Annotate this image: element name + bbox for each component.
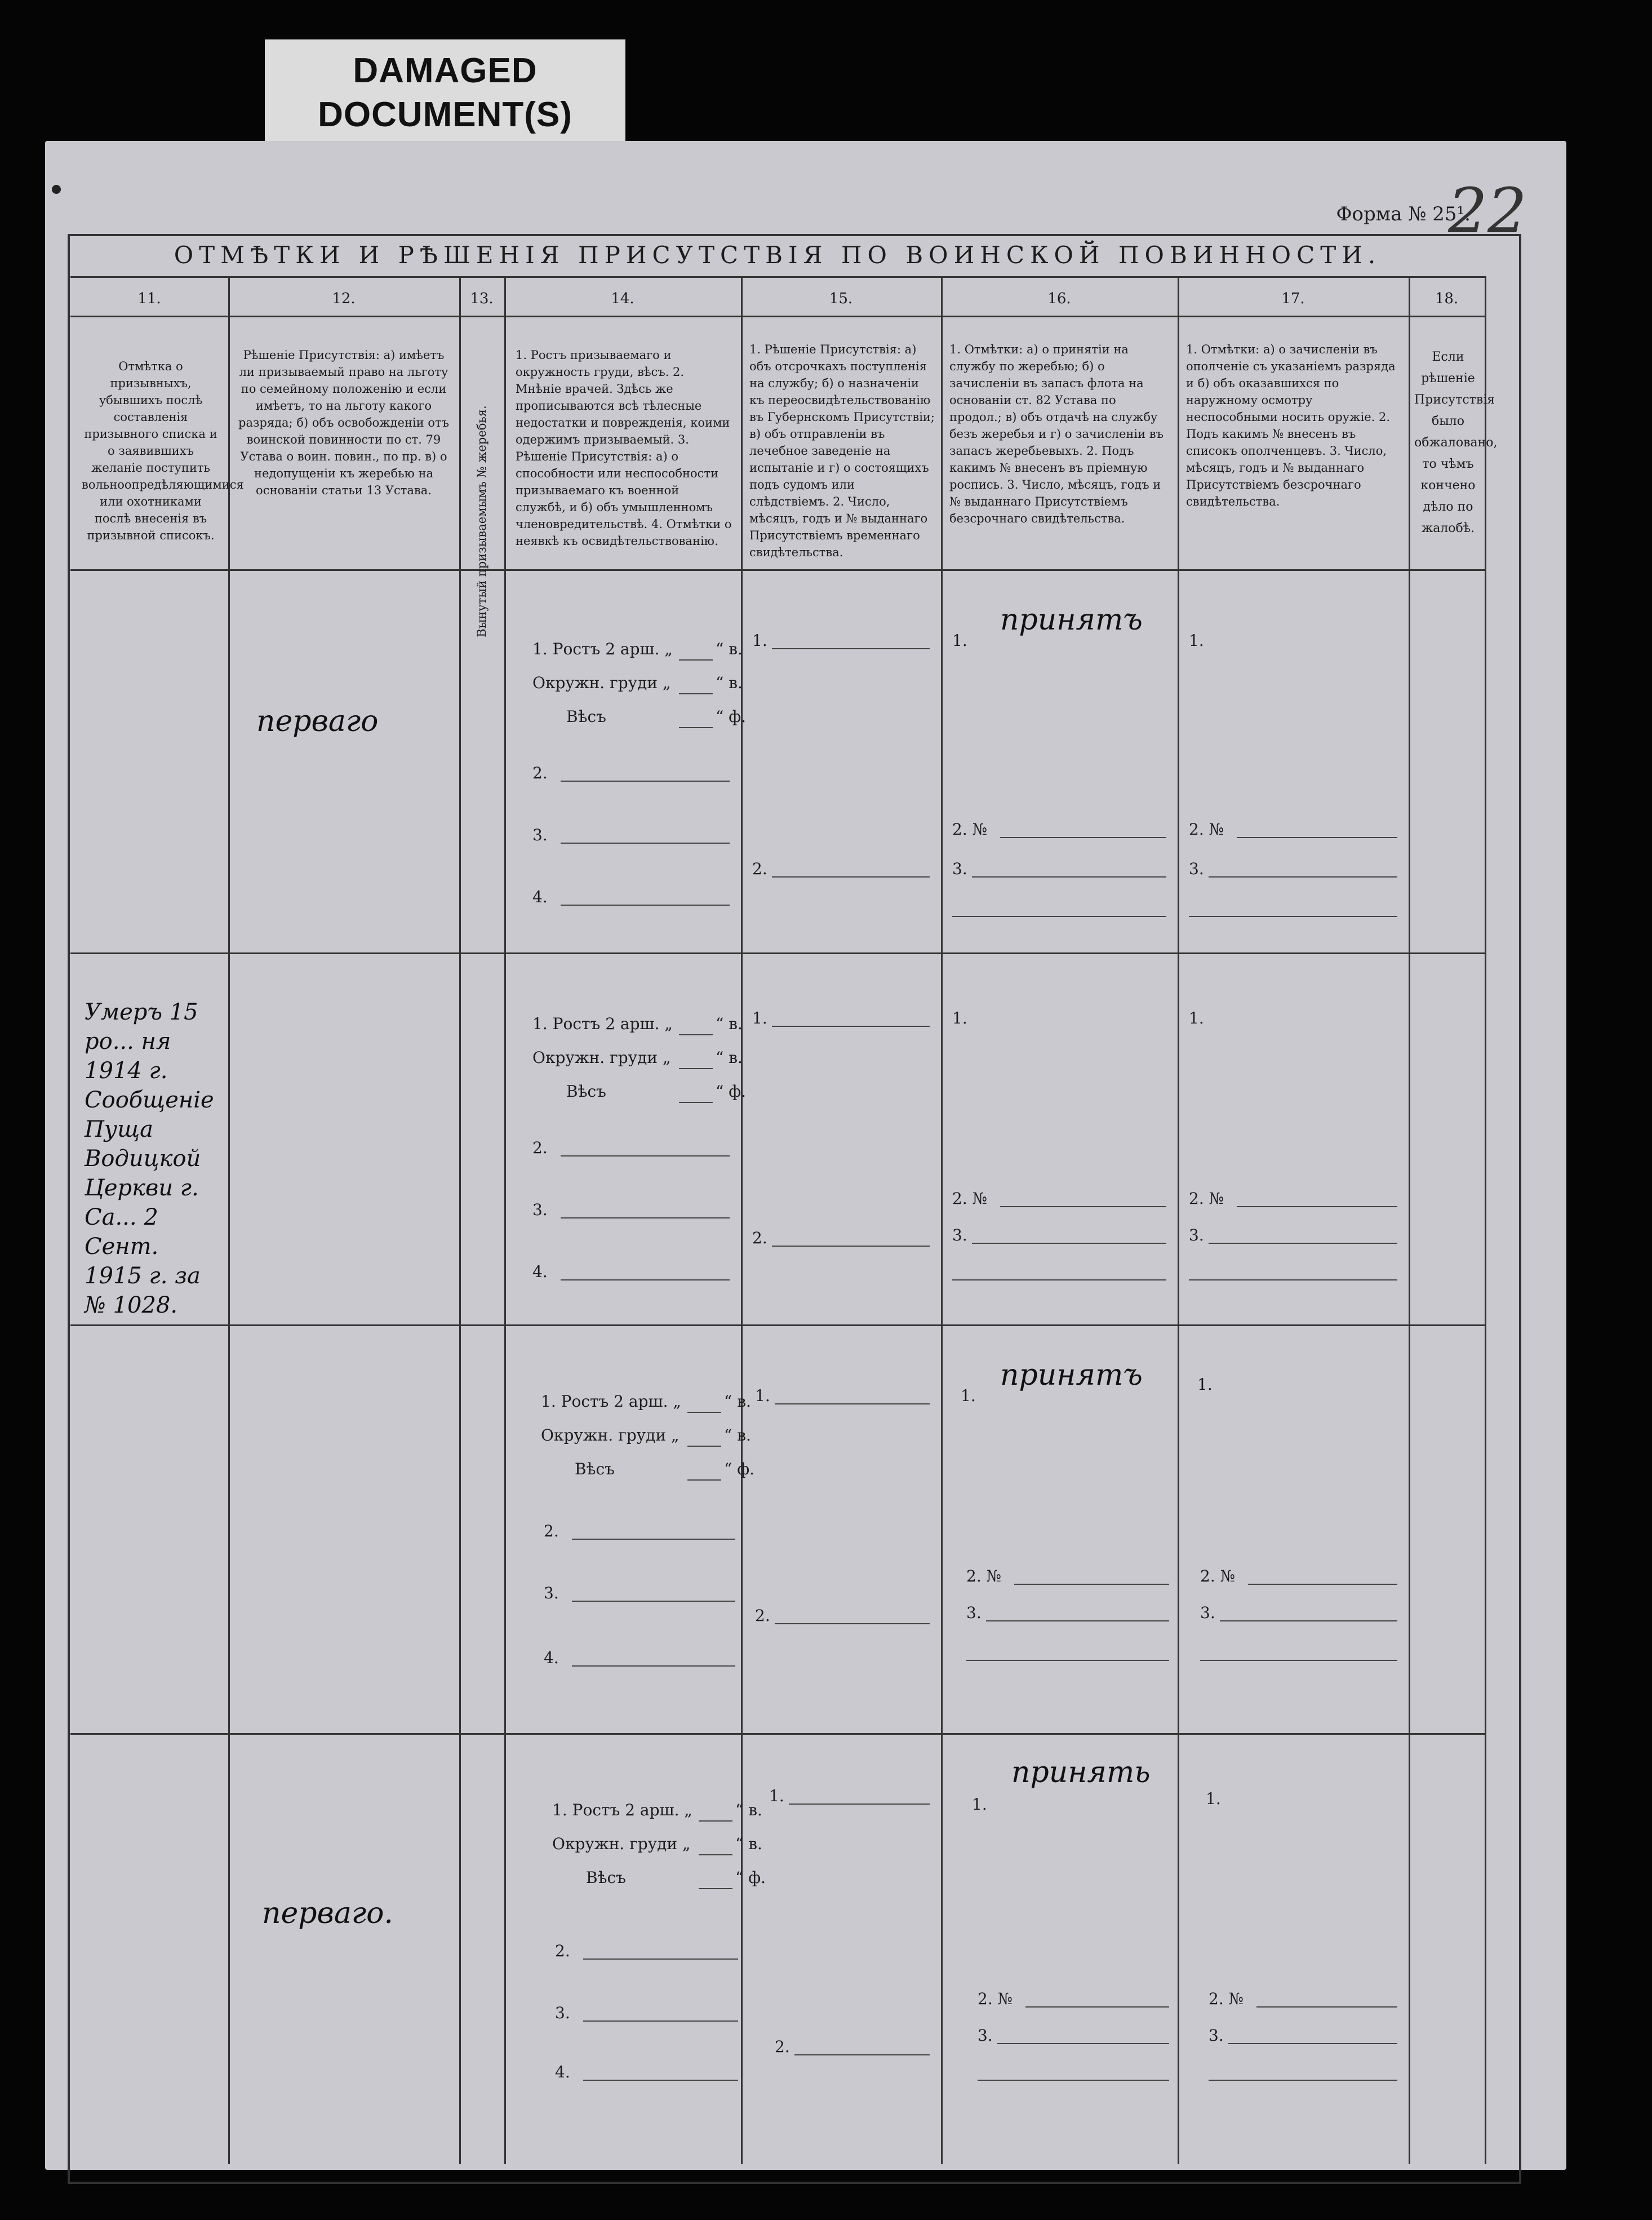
col-number-17: 17.: [1281, 290, 1305, 307]
c17-item-2: 2. №: [1189, 1189, 1224, 1208]
item-2-blank: [583, 1958, 738, 1960]
col-header-13: Вынутый призываемымъ № жеребья.: [475, 405, 489, 637]
c16-item-2: 2. №: [952, 820, 988, 839]
item-3-blank: [583, 2020, 738, 2022]
col-header-12: Рѣшеніе Присутствія: а) имѣетъ ли призываемый право на льготу по семейному положенію и если имѣетъ, то на льготу какого разряда; б) объ освобожденіи отъ воинской повинности по ст. 79 Устава о воин. повин., по пр. в) о недопущеніи къ жеребью на основаніи статьи 13 Устава.: [238, 348, 449, 497]
damaged-document-stamp: [265, 39, 625, 147]
register-row: [70, 1733, 1485, 2128]
c16-item-2: 2. №: [978, 1989, 1013, 2008]
height-blank: [699, 1820, 732, 1822]
c16-blank-4: [952, 916, 1166, 917]
item-3-blank: [561, 843, 730, 844]
c16-item-2: 2. №: [952, 1189, 988, 1208]
chest-label: Окружн. груди „: [552, 1835, 691, 1853]
weight-blank: [687, 1479, 721, 1481]
item-2-blank: [572, 1539, 735, 1540]
c16-item-1: 1.: [961, 1386, 976, 1405]
c17-item-3: 3.: [1189, 859, 1204, 878]
weight-unit: “ ф.: [716, 707, 747, 726]
stamp-line-1: DAMAGED: [353, 51, 538, 90]
height-unit: “ в.: [735, 1801, 762, 1819]
col-number-15: 15.: [829, 290, 853, 307]
table-title: ОТМѢТКИ И РѢШЕНІЯ ПРИСУТСТВІЯ ПО ВОИНСКОЙ ПОВИННОСТИ.: [70, 234, 1485, 278]
item-4-label: 4.: [532, 888, 548, 906]
chest-label: Окружн. груди „: [532, 1048, 671, 1067]
item-3-blank: [561, 1217, 730, 1218]
row-entry-col16: принятъ: [1000, 1358, 1143, 1392]
chest-label: Окружн. груди „: [541, 1426, 680, 1444]
item-3-blank: [572, 1601, 735, 1602]
c16-item-3: 3.: [952, 1226, 967, 1244]
chest-unit: “ в.: [735, 1835, 762, 1853]
c16-item-1: 1.: [972, 1795, 987, 1814]
item-3-label: 3.: [532, 1200, 548, 1219]
item-2-blank: [561, 781, 730, 782]
item-4-blank: [561, 905, 730, 906]
stamp-line-2: DOCUMENT(S): [318, 95, 572, 134]
c17-item-2: 2. №: [1209, 1989, 1244, 2008]
c17-blank-3: [1228, 2043, 1397, 2044]
c17-blank-3: [1220, 1620, 1397, 1621]
item-2-label: 2.: [532, 1138, 548, 1157]
c17-blank-4: [1189, 1279, 1397, 1280]
item-2-label: 2.: [532, 764, 548, 782]
chest-blank: [687, 1446, 721, 1447]
c16-item-3: 3.: [978, 2026, 993, 2045]
c17-item-2: 2. №: [1200, 1567, 1236, 1585]
col-header-17: 1. Отмѣтки: а) о зачисленіи въ ополченіе съ указаніемъ разряда и б) объ оказавшихся по наружному осмотру неспособными носить оружіе. 2. Подъ какимъ № внесенъ въ списокъ ополченцевъ. 3. Число, мѣсяцъ, годъ и № выданнаго Присутствіемъ безсрочнаго свидѣтельства.: [1186, 343, 1396, 508]
row-entry-col16: принятъ: [1000, 603, 1143, 637]
c16-blank-3: [986, 1620, 1169, 1621]
row-divider: [70, 316, 1485, 317]
item-4-blank: [561, 1279, 730, 1280]
item-2-blank: [561, 1155, 730, 1156]
col-number-11: 11.: [137, 290, 161, 307]
height-label: 1. Ростъ 2 арш. „: [552, 1801, 692, 1819]
c17-blank-4: [1189, 916, 1397, 917]
c16-blank-2: [1025, 2006, 1169, 2008]
c17-item-2: 2. №: [1189, 820, 1224, 839]
item-4-blank: [583, 2080, 738, 2081]
item-3-label: 3.: [532, 826, 548, 844]
c15-item-1: 1.: [752, 631, 767, 650]
c16-item-3: 3.: [952, 859, 967, 878]
register-row: [70, 1324, 1485, 1733]
c16-blank-2: [1000, 837, 1166, 838]
col-number-16: 16.: [1047, 290, 1071, 307]
page-number: 22: [1448, 175, 1527, 247]
c15-blank-2: [794, 2054, 930, 2055]
c17-item-1: 1.: [1189, 1009, 1204, 1027]
item-4-label: 4.: [544, 1649, 559, 1667]
c15-blank-1: [789, 1804, 930, 1805]
height-blank: [687, 1412, 721, 1413]
item-2-label: 2.: [555, 1942, 570, 1960]
height-blank: [679, 659, 713, 661]
row-entry-col16: принять: [1011, 1756, 1151, 1789]
weight-blank: [699, 1888, 732, 1889]
c16-blank-2: [1000, 1206, 1166, 1207]
weight-blank: [679, 727, 713, 728]
c15-item-2: 2.: [775, 2037, 790, 2056]
height-label: 1. Ростъ 2 арш. „: [541, 1392, 681, 1411]
c16-blank-4: [978, 2080, 1169, 2081]
c17-item-3: 3.: [1189, 1226, 1204, 1244]
c16-blank-4: [966, 1660, 1169, 1661]
c15-blank-1: [772, 1026, 930, 1027]
col-header-14: 1. Ростъ призываемаго и окружность груди, вѣсъ. 2. Мнѣніе врачей. Здѣсь же прописываются всѣ тѣлесные недостатки и поврежденія, коими одержимъ призываемый. 3. Рѣшеніе Присутствія: а) о способности или неспособности призываемаго къ военной службѣ, и б) объ умышленномъ членовредительствѣ. 4. Отмѣтки о неявкѣ къ освидѣтельствованію.: [516, 348, 732, 548]
item-4-label: 4.: [555, 2063, 570, 2081]
row-entry-col12: перваго: [256, 704, 379, 738]
c15-blank-2: [772, 1246, 930, 1247]
c16-item-1: 1.: [952, 1009, 967, 1027]
c17-blank-4: [1209, 2080, 1397, 2081]
weight-label: Вѣсъ: [586, 1868, 626, 1887]
form-sheet: [45, 141, 1566, 2170]
col-header-11: Отмѣтка о призывныхъ, убывшихъ послѣ составленія призывного списка и о заявившихъ желаніе поступить вольноопредѣляющимися или охотниками послѣ внесенія въ призывной списокъ.: [82, 360, 244, 542]
weight-label: Вѣсъ: [566, 1082, 606, 1101]
weight-unit: “ ф.: [716, 1082, 747, 1101]
chest-label: Окружн. груди „: [532, 673, 671, 692]
c17-blank-4: [1200, 1660, 1397, 1661]
register-table: [70, 234, 1518, 2173]
col-header-15: 1. Рѣшеніе Присутствія: а) объ отсрочкахъ поступленія на службу; б) о назначеніи къ переосвидѣтельствованію въ Губернскомъ Присутствіи; в) объ отправленіи въ лечебное заведеніе на испытаніе и г) о состоящихъ подъ судомъ или слѣдствіемъ. 2. Число, мѣсяцъ, годъ и № выданнаго Присутствіемъ временнаго свидѣтельства.: [749, 343, 935, 559]
chest-unit: “ в.: [716, 673, 743, 692]
weight-label: Вѣсъ: [566, 707, 606, 726]
register-row: [70, 569, 1485, 952]
c15-item-1: 1.: [752, 1009, 767, 1027]
height-blank: [679, 1034, 713, 1035]
chest-blank: [679, 1068, 713, 1069]
item-2-label: 2.: [544, 1522, 559, 1540]
c17-blank-2: [1248, 1584, 1397, 1585]
register-row: [70, 952, 1485, 1324]
c17-blank-3: [1209, 1243, 1397, 1244]
item-3-label: 3.: [544, 1584, 559, 1602]
col-number-13: 13.: [470, 290, 494, 307]
c16-blank-3: [972, 1243, 1166, 1244]
c15-item-2: 2.: [755, 1606, 770, 1625]
c17-item-3: 3.: [1200, 1603, 1215, 1622]
c15-item-2: 2.: [752, 859, 767, 878]
weight-label: Вѣсъ: [575, 1460, 615, 1478]
form-number: Форма № 25¹.: [1336, 203, 1471, 225]
col-divider: [1485, 276, 1486, 2164]
c17-item-3: 3.: [1209, 2026, 1224, 2045]
col-header-18: Если рѣшеніе Присутствія было обжаловано, то чѣмъ кончено дѣло по жалобѣ.: [1414, 350, 1498, 535]
c15-item-2: 2.: [752, 1229, 767, 1247]
c17-blank-2: [1256, 2006, 1397, 2008]
item-4-blank: [572, 1665, 735, 1667]
chest-blank: [679, 693, 713, 694]
c16-blank-3: [972, 876, 1166, 878]
c16-blank-3: [997, 2043, 1169, 2044]
c16-item-1: 1.: [952, 631, 967, 650]
weight-blank: [679, 1102, 713, 1103]
col-number-18: 18.: [1435, 290, 1459, 307]
weight-unit: “ ф.: [724, 1460, 755, 1478]
col-number-12: 12.: [332, 290, 356, 307]
c17-blank-2: [1237, 837, 1397, 838]
c15-blank-1: [775, 1403, 930, 1404]
row-entry-col11: Умеръ 15 ро... ня 1914 г. Сообщеніе Пуща Водицкой Церкви г. Са... 2 Сент. 1915 г. за № 1028.: [85, 999, 214, 1318]
c17-item-1: 1.: [1206, 1789, 1221, 1808]
chest-unit: “ в.: [724, 1426, 751, 1444]
height-label: 1. Ростъ 2 арш. „: [532, 1014, 673, 1033]
c15-item-1: 1.: [755, 1386, 770, 1405]
c15-blank-2: [772, 876, 930, 878]
c17-item-1: 1.: [1197, 1375, 1213, 1394]
c16-item-3: 3.: [966, 1603, 982, 1622]
col-number-14: 14.: [611, 290, 634, 307]
c15-blank-1: [772, 648, 930, 649]
punch-hole: [52, 185, 61, 194]
height-unit: “ в.: [716, 640, 743, 658]
height-unit: “ в.: [724, 1392, 751, 1411]
height-unit: “ в.: [716, 1014, 743, 1033]
c15-blank-2: [775, 1623, 930, 1624]
chest-unit: “ в.: [716, 1048, 743, 1067]
item-3-label: 3.: [555, 2004, 570, 2022]
chest-blank: [699, 1854, 732, 1855]
c16-blank-2: [1014, 1584, 1169, 1585]
row-entry-col12: перваго.: [262, 1896, 393, 1930]
item-4-label: 4.: [532, 1262, 548, 1281]
weight-unit: “ ф.: [735, 1868, 766, 1887]
c16-blank-4: [952, 1279, 1166, 1280]
c17-blank-2: [1237, 1206, 1397, 1207]
c15-item-1: 1.: [769, 1787, 784, 1805]
height-label: 1. Ростъ 2 арш. „: [532, 640, 673, 658]
col-header-16: 1. Отмѣтки: а) о принятіи на службу по жеребью; б) о зачисленіи въ запасъ флота на основаніи ст. 82 Устава по продол.; в) объ отдачѣ на службу безъ жеребья и г) о зачисленіи въ запасъ жеребьевыхъ. 2. Подъ какимъ № внесенъ въ пріемную роспись. 3. Число, мѣсяцъ, годъ и № выданнаго Присутствіемъ безсрочнаго свидѣтельства.: [949, 343, 1163, 525]
c17-blank-3: [1209, 876, 1397, 878]
c17-item-1: 1.: [1189, 631, 1204, 650]
c16-item-2: 2. №: [966, 1567, 1002, 1585]
